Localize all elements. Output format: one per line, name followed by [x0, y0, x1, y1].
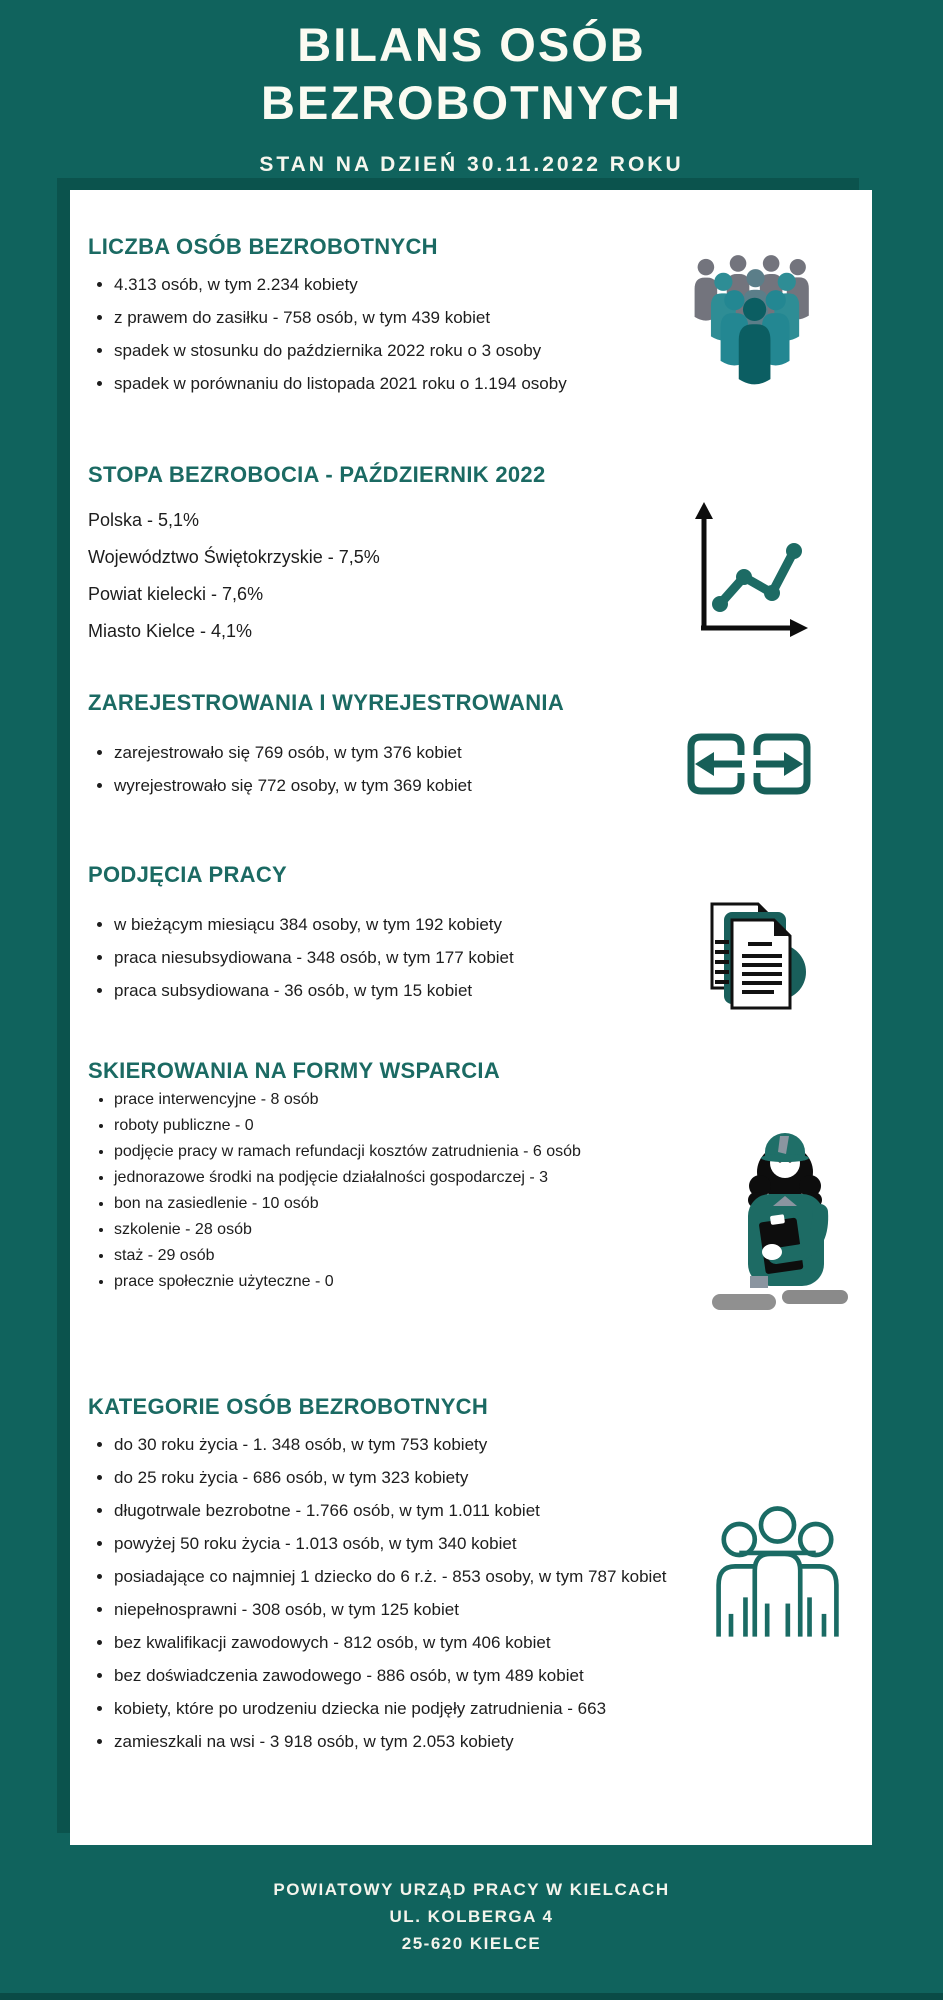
list-item: • szkolenie - 28 osób [114, 1217, 710, 1243]
stat-lines [88, 502, 688, 650]
list-item: • bez kwalifikacji zawodowych - 812 osób, w tym 406 kobiet [114, 1626, 670, 1659]
list-item: • praca subsydiowana - 36 osób, w tym 15 kobiet [114, 974, 688, 1007]
bullet-list [88, 268, 688, 400]
page-title [0, 16, 943, 132]
list-item: • posiadające co najmniej 1 dziecko do 6 r.ż. - 853 osoby, w tym 787 kobiet [114, 1560, 670, 1593]
list-item: • prace interwencyjne - 8 osób [114, 1087, 710, 1113]
list-item: • do 25 roku życia - 686 osób, w tym 323 kobiety [114, 1461, 670, 1494]
section-heading: KATEGORIE OSÓB BEZROBOTNYCH [88, 1394, 489, 1419]
bullet-list [88, 1087, 710, 1295]
list-item: • spadek w porównaniu do listopada 2021 roku o 1.194 osoby [114, 367, 688, 400]
footer-street: UL. KOLBERGA 4 [389, 1907, 554, 1926]
content-card [70, 190, 872, 1845]
list-item: • roboty publiczne - 0 [114, 1113, 710, 1139]
list-item: • powyżej 50 roku życia - 1.013 osób, w tym 340 kobiet [114, 1527, 670, 1560]
footer-city: 25-620 KIELCE [401, 1934, 542, 1953]
list-item: • staż - 29 osób [114, 1243, 710, 1269]
section-heading: PODJĘCIA PRACY [88, 862, 287, 887]
stat-line: Polska - 5,1% [88, 510, 200, 530]
section-heading: ZAREJESTROWANIA I WYREJESTROWANIA [88, 690, 565, 715]
list-item: • długotrwale bezrobotne - 1.766 osób, w tym 1.011 kobiet [114, 1494, 670, 1527]
stat-line: Miasto Kielce - 4,1% [88, 621, 253, 641]
list-item: • do 30 roku życia - 1. 348 osób, w tym 753 kobiety [114, 1428, 670, 1461]
list-item: • niepełnosprawni - 308 osób, w tym 125 kobiet [114, 1593, 670, 1626]
list-item: • praca niesubsydiowana - 348 osób, w tym 177 kobiet [114, 941, 688, 974]
section-liczba-osob [88, 234, 688, 400]
footer [0, 1876, 943, 1957]
list-item: • bon na zasiedlenie - 10 osób [114, 1191, 710, 1217]
bullet-list [88, 908, 688, 1007]
people-group-outline-icon [700, 1498, 855, 1648]
footer-org-name: POWIATOWY URZĄD PRACY W KIELCACH [273, 1880, 670, 1899]
list-item: • wyrejestrowało się 772 osoby, w tym 369 kobiet [114, 769, 688, 802]
people-crowd-icon [682, 238, 818, 395]
list-item: • podjęcie pracy w ramach refundacji kosztów zatrudnienia - 6 osób [114, 1139, 710, 1165]
stat-line: Województwo Świętokrzyskie - 7,5% [88, 547, 380, 567]
list-item: • jednorazowe środki na podjęcie działalności gospodarczej - 3 [114, 1165, 710, 1191]
section-heading: STOPA BEZROBOCIA - PAŹDZIERNIK 2022 [88, 462, 546, 487]
list-item: • 4.313 osób, w tym 2.234 kobiety [114, 268, 688, 301]
documents-icon [698, 900, 806, 1017]
list-item: • bez doświadczenia zawodowego - 886 osób, w tym 489 kobiet [114, 1659, 670, 1692]
worker-woman-icon [710, 1116, 860, 1321]
title-line-1: BILANS OSÓB [297, 18, 646, 71]
section-zarejestrowania [88, 690, 688, 802]
in-out-arrows-icon [684, 730, 814, 805]
section-skierowania [88, 1058, 710, 1295]
bullet-list [88, 736, 688, 802]
bullet-list [88, 1428, 670, 1758]
section-stopa-bezrobocia [88, 462, 688, 650]
title-line-2: BEZROBOTNYCH [261, 76, 682, 129]
stat-line: Powiat kielecki - 7,6% [88, 584, 264, 604]
section-kategorie [88, 1394, 688, 1758]
list-item: • zarejestrowało się 769 osób, w tym 376 kobiet [114, 736, 688, 769]
section-podjecia-pracy [88, 862, 688, 1007]
list-item: • w bieżącym miesiącu 384 osoby, w tym 192 kobiety [114, 908, 688, 941]
line-chart-icon [682, 498, 812, 645]
section-heading: SKIEROWANIA NA FORMY WSPARCIA [88, 1058, 501, 1083]
list-item: • prace społecznie użyteczne - 0 [114, 1269, 710, 1295]
list-item: • spadek w stosunku do października 2022 roku o 3 osoby [114, 334, 688, 367]
section-heading: LICZBA OSÓB BEZROBOTNYCH [88, 234, 438, 259]
list-item: • kobiety, które po urodzeniu dziecka nie podjęły zatrudnienia - 663 [114, 1692, 670, 1725]
list-item: • z prawem do zasiłku - 758 osób, w tym 439 kobiet [114, 301, 688, 334]
page-subtitle: STAN NA DZIEŃ 30.11.2022 ROKU [259, 153, 684, 176]
list-item: • zamieszkali na wsi - 3 918 osób, w tym 2.053 kobiety [114, 1725, 670, 1758]
